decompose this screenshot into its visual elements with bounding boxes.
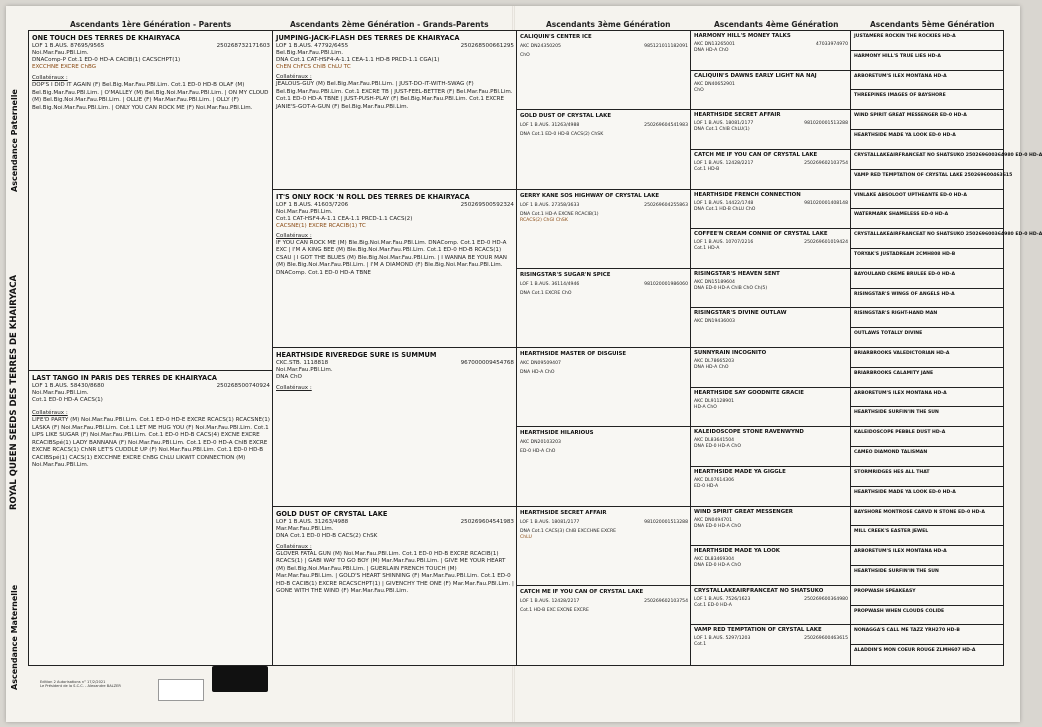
gen3-reg: LOF 1 B.AUS. 36114/4946 bbox=[520, 281, 580, 287]
gen4-titles: DNA ED-0 HD-A ChIB ChO Ch(5) bbox=[694, 285, 768, 291]
gen3-titles-2 bbox=[517, 454, 691, 455]
gen4-titles bbox=[691, 324, 851, 325]
gen2-reg: LOF 1 B.AUS. 47792/6455 bbox=[276, 43, 349, 49]
gen2-reg-row bbox=[273, 359, 517, 366]
gen5-name: RISINGSTAR'S WINGS OF ANGELS HD-A bbox=[854, 291, 955, 297]
gen4-titles: Cot.1 bbox=[694, 642, 707, 648]
gen3-reg: AKC DN09509407 bbox=[520, 361, 561, 366]
gen5-box bbox=[850, 149, 1042, 171]
gen3-reg: LOF 1 B.AUS. 27358/3633 bbox=[520, 202, 580, 208]
gen5-box bbox=[850, 169, 1013, 191]
gen4-box bbox=[690, 387, 852, 429]
gen2-reg-row bbox=[273, 201, 517, 208]
gen4-name: VAMP RED TEMPTATION OF CRYSTAL LAKE bbox=[694, 627, 822, 634]
gen3-titles: DNA Cot.1 EXCRE ChO bbox=[520, 290, 572, 296]
gen4-reg: AKC DN19436003 bbox=[694, 319, 735, 325]
gen3-titles: DNA Cot.1 CACS(3) ChIB EXCCHNE EXCRE bbox=[520, 528, 617, 534]
gen2-coll-title-wrap bbox=[273, 384, 517, 391]
gen3-titles-2 bbox=[517, 296, 691, 297]
gen2-box bbox=[272, 506, 518, 667]
gen3-name: HEARTHSIDE HILARIOUS bbox=[520, 430, 594, 437]
gen3-box bbox=[516, 109, 692, 190]
gen5-name: BRIARBROOKS VALEDICTORIAN HD-A bbox=[854, 351, 950, 356]
gen4-reg: AKC DL78665203 bbox=[694, 359, 735, 364]
gen1-sire-coll-title: Collatéraux : bbox=[32, 75, 68, 81]
gen1-sire-chip: 250268732171603 bbox=[216, 43, 270, 49]
gen1-sire-color: Noi.Mar.Fau.PBl.Lim. bbox=[32, 50, 89, 56]
scc-logo bbox=[212, 666, 268, 692]
gen5-box bbox=[850, 486, 1004, 508]
gen3-reg-row bbox=[517, 202, 691, 208]
side-label-maternal: Ascendance Maternelle bbox=[10, 584, 19, 690]
gen2-reg-row bbox=[273, 518, 517, 525]
gen2-coll-title-wrap bbox=[273, 543, 517, 550]
gen4-reg: LOF 1 B.AUS. 12428/2217 bbox=[694, 160, 754, 166]
gen1-dam-chip: 250268500740924 bbox=[216, 383, 270, 389]
gen1-sire-reg-row bbox=[29, 42, 273, 49]
gen3-titles-2: RCACS(2) ChGI ChSK bbox=[520, 217, 568, 223]
gen5-box bbox=[850, 30, 1004, 52]
gen2-coll-title: Collatéraux : bbox=[276, 385, 312, 391]
gen2-name: JUMPING-JACK-FLASH DES TERRES DE KHAIRYACA bbox=[276, 34, 460, 42]
gen4-reg: LOF 1 B.AUS. 7526/1623 bbox=[694, 596, 751, 602]
gen3-chip: 250269604255863 bbox=[644, 202, 688, 208]
gen1-sire-box bbox=[28, 30, 274, 372]
gen4-name: RISINGSTAR'S DIVINE OUTLAW bbox=[694, 310, 787, 317]
gen4-name: HEARTHSIDE SAY GOODNITE GRACIE bbox=[694, 389, 804, 396]
gen3-chip: 250269604541983 bbox=[644, 123, 688, 129]
gen3-name: GOLD DUST OF CRYSTAL LAKE bbox=[520, 113, 612, 120]
gen4-reg: LOF 1 B.AUS. 14422/1748 bbox=[694, 200, 754, 206]
gen4-chip: 250269602103754 bbox=[804, 160, 848, 166]
gen2-titles: DNA ChO bbox=[276, 374, 302, 380]
gen2-titles-2: ChEN ChFCS ChIB ChLU TC bbox=[276, 64, 351, 70]
gen5-name: ARBORETUM'S ILEX MONTANA HD-A bbox=[854, 390, 947, 396]
gen5-name: JUSTAMERE ROCKIN THE ROCKIES HD-A bbox=[854, 34, 956, 39]
gen2-titles-2 bbox=[273, 539, 517, 540]
gen3-titles: DNA Cot.1 HD-A EXCNE RCACIB(1) bbox=[520, 211, 599, 217]
gen4-titles: Cot.1 HD-A bbox=[694, 246, 720, 252]
gen3-name: RISINGSTAR'S SUGAR'N SPICE bbox=[520, 271, 611, 278]
gen4-box bbox=[690, 189, 852, 231]
gen5-name: WATERMARK SHAMELESS ED-0 HD-A bbox=[854, 212, 949, 218]
gen5-box bbox=[850, 268, 1004, 290]
gen2-box bbox=[272, 347, 518, 508]
gen5-name: BAYSHORE MONTROSE CARVD N STONE ED-0 HD-A bbox=[854, 509, 985, 515]
gen5-name: WIND SPIRIT GREAT MESSENGER ED-0 HD-A bbox=[854, 113, 967, 119]
gen5-name: STORMRIDGES HES ALL THAT bbox=[854, 469, 930, 475]
gen4-titles: Cot.1 HD-B bbox=[694, 166, 720, 172]
gen1-sire-name: ONE TOUCH DES TERRES DE KHAIRYACA bbox=[32, 34, 181, 42]
gen5-name: HEARTHSIDE SURFIN'IN THE SUN bbox=[854, 410, 939, 416]
gen3-reg: AKC DN24350205 bbox=[520, 44, 561, 49]
gen4-chip: 250269600364980 bbox=[804, 596, 848, 602]
gen2-collaterals: JEALOUS-GUY (M) Bel.Big.Mar.Fau.PBl.Lim. | JUST-DO-IT-WITH-SWAG (F) Bel.Big.Mar.Fau.PBl.Lim. Cot.1 EXCRE TB | JUST-FEEL-BETTER (F) Bel.Mar.Fau.PBl.Lim. Cot.1 ED-0 HD-A TBNE | JUST-PUSH-PLAY (F) Bel.Big.Mar.Fau.PBl.Lim. Cot.1 EXCRE JANIE'S-GOT-A-GUN (F) Bel.Big.Mar.Fau.PBl.Lim. bbox=[276, 81, 513, 110]
gen5-box bbox=[850, 585, 1004, 607]
header-gen5: Ascendants 5ème Génération bbox=[870, 20, 995, 29]
gen5-box bbox=[850, 565, 1004, 587]
gen2-box bbox=[272, 189, 518, 350]
gen5-box bbox=[850, 446, 1004, 468]
gen5-name: VINLAKE ABSOLOOT UPTHEANTE ED-0 HD-A bbox=[854, 192, 967, 198]
gen4-name: HEARTHSIDE SECRET AFFAIR bbox=[694, 112, 781, 119]
gen2-name: GOLD DUST OF CRYSTAL LAKE bbox=[276, 509, 388, 518]
gen5-name: ALADDIN'S MON COEUR ROUGE ZLMH607 HD-A bbox=[854, 648, 976, 654]
gen3-reg-row bbox=[517, 360, 691, 366]
gen3-reg-row bbox=[517, 439, 691, 445]
gen3-reg-row bbox=[517, 43, 691, 49]
gen5-box bbox=[850, 327, 1004, 349]
gen5-box bbox=[850, 129, 1004, 151]
gen5-name: KALEIDOSCOPE PEBBLE DUST HD-A bbox=[854, 430, 946, 436]
gen5-box bbox=[850, 387, 1004, 409]
gen4-reg: AKC DN40652901 bbox=[694, 81, 735, 87]
gen4-box bbox=[690, 585, 852, 627]
gen4-name: HARMONY HILL'S MONEY TALKS bbox=[694, 33, 791, 39]
gen5-name: HEARTHSIDE MADE YA LOOK ED-0 HD-A bbox=[854, 133, 956, 139]
gen3-box bbox=[516, 585, 692, 666]
gen5-name: OUTLAWS TOTALLY DIVINE bbox=[854, 331, 923, 337]
gen4-name: CALIQUIN'S DAWNS EARLY LIGHT NA NAJ bbox=[694, 72, 817, 79]
gen5-name: PROPWASH WHEN CLOUDS COLIDE bbox=[854, 608, 945, 614]
gen1-dam-reg: LOF 1 B.AUS. 58430/8680 bbox=[32, 383, 105, 389]
pedigree-sheet bbox=[6, 6, 1042, 722]
gen5-name: CRYSTALLAKEAIRFRANCEAT NO SHATSUKO 250269600364980 ED-0 HD-A bbox=[854, 232, 1042, 238]
gen3-titles-2 bbox=[517, 375, 691, 376]
gen4-name: WIND SPIRIT GREAT MESSENGER bbox=[694, 508, 793, 515]
gen4-reg: AKC DN15189604 bbox=[694, 279, 735, 285]
gen2-name: IT'S ONLY ROCK 'N ROLL DES TERRES DE KHAIRYACA bbox=[276, 192, 470, 201]
gen5-name: HEARTHSIDE SURFIN'IN THE SUN bbox=[854, 568, 939, 574]
header-gen4: Ascendants 4ème Génération bbox=[714, 20, 839, 29]
gen4-box bbox=[690, 545, 852, 587]
gen4-titles: DNA HD-A ChO bbox=[694, 365, 729, 370]
gen4-box bbox=[690, 624, 852, 666]
gen3-titles: ChO bbox=[520, 53, 530, 58]
gen2-collaterals bbox=[273, 391, 517, 392]
gen5-box bbox=[850, 89, 1004, 111]
gen4-titles: ChO bbox=[694, 87, 704, 93]
gen3-name: CATCH ME IF YOU CAN OF CRYSTAL LAKE bbox=[520, 588, 644, 595]
gen5-box bbox=[850, 50, 1004, 72]
gen3-titles-2 bbox=[517, 58, 691, 59]
gen1-dam-titles: Cot.1 ED-0 HD-A CACS(1) bbox=[32, 397, 103, 403]
gen3-chip: 981020001513288 bbox=[644, 519, 688, 525]
gen2-coll-title-wrap bbox=[273, 232, 517, 239]
gen2-coll-title-wrap bbox=[273, 73, 517, 80]
gen2-color: Noi.Mar.Fau.PBl.Lim. bbox=[276, 208, 333, 215]
gen5-box bbox=[850, 545, 1004, 567]
gen4-chip: 47033974970 bbox=[815, 42, 848, 47]
gen1-dam-reg-row bbox=[29, 382, 273, 389]
gen1-sire-collaterals: DOP'S I DID IT AGAIN (F) Bel.Big.Mar.Fau.PBl.Lim. Cot.1 ED-0 HD-B OLAF (M) Bel.Big.Mar.Fau.PBl.Lim. | O'MALLEY (M) Bel.Big.Noi.Mar.Fau.PBl.Lim. | ON MY CLOUD (M) Bel.Big.Noi.Mar.Fau.PBl.Lim. | OLLIE (F) Mar.Mar.Fau.PBl.Lim. | OLLY (F) Bel.Big.Noi.Mar.Fau.PBl.Lim. | ONLY YOU CAN ROCK ME (F) Noi.Mar.Fau.PBl.Lim. bbox=[32, 82, 269, 111]
gen5-name: ARBORETUM'S ILEX MONTANA HD-A bbox=[854, 73, 947, 79]
gen3-titles: Cot.1 HD-B EXC EXCNE EXCRE bbox=[520, 607, 589, 613]
gen3-box bbox=[516, 189, 692, 270]
gen3-titles-2 bbox=[517, 613, 691, 614]
gen3-reg: AKC DN20103203 bbox=[520, 440, 561, 446]
gen4-titles: DNA ED-0 HD-A ChO bbox=[694, 444, 741, 450]
gen4-reg: LOF 1 B.AUS. 10707/2216 bbox=[694, 240, 754, 246]
gen5-box bbox=[850, 367, 1004, 389]
gen5-name: HARMONY HILL'S TRUE LIES HD-A bbox=[854, 53, 941, 59]
gen5-box bbox=[850, 189, 1004, 211]
gen4-name: CATCH ME IF YOU CAN OF CRYSTAL LAKE bbox=[694, 151, 818, 158]
gen3-name: HEARTHSIDE MASTER OF DISGUISE bbox=[520, 351, 627, 357]
signature-image bbox=[158, 679, 204, 701]
gen2-titles-2 bbox=[273, 380, 517, 381]
gen3-titles: DNA Cot.1 ED-0 HD-B CACS(2) ChSK bbox=[520, 132, 604, 138]
gen2-chip: 250269500592324 bbox=[460, 201, 514, 208]
gen3-reg-row bbox=[517, 598, 691, 604]
gen4-box bbox=[690, 30, 852, 72]
gen4-box bbox=[690, 70, 852, 112]
gen3-name: CALIQUIN'S CENTER ICE bbox=[520, 34, 592, 40]
gen5-box bbox=[850, 228, 1042, 250]
gen4-titles: HD-A ChO bbox=[694, 404, 717, 410]
gen3-reg-row bbox=[517, 519, 691, 525]
gen5-box bbox=[850, 624, 1004, 646]
gen4-titles: DNA Cot.1 HD-B ChLU ChO bbox=[694, 206, 756, 212]
gen2-titles: Cot.1 CAT-HSF4-A-1.1 CEA-1.1 PRCD-1.1 CACS(2) bbox=[276, 215, 413, 222]
gen2-chip: 250269604541983 bbox=[460, 518, 514, 525]
gen3-chip: 250269602103754 bbox=[644, 598, 688, 604]
gen2-reg: LOF 1 B.AUS. 31263/4988 bbox=[276, 518, 349, 525]
gen4-name: CRYSTALLAKEAIRFRANCEAT NO SHATSUKO bbox=[694, 587, 824, 594]
gen5-name: TORYAK'S JUSTADREAM 2CMH808 HD-B bbox=[854, 251, 956, 257]
gen4-chip: 981020001408148 bbox=[804, 200, 848, 206]
gen2-titles: DNA Cot.1 ED-0 HD-B CACS(2) ChSK bbox=[276, 532, 378, 539]
gen5-box bbox=[850, 208, 1004, 230]
gen4-reg: AKC DL83469304 bbox=[694, 557, 735, 563]
gen3-name: HEARTHSIDE SECRET AFFAIR bbox=[520, 509, 607, 516]
gen2-titles-2: CACSNE(1) EXCRE RCACIB(1) TC bbox=[276, 222, 366, 229]
gen4-reg: AKC DN0494701 bbox=[694, 517, 733, 523]
gen2-color: Noi.Mar.Fau.PBl.Lim. bbox=[276, 367, 333, 373]
gen2-coll-title: Collatéraux : bbox=[276, 74, 312, 80]
gen4-titles: Cot.1 ED-0 HD-A bbox=[694, 602, 732, 608]
gen3-box bbox=[516, 347, 692, 428]
gen4-box bbox=[690, 426, 852, 468]
gen4-reg: AKC DN13265001 bbox=[694, 42, 735, 47]
gen4-reg: AKC DL83641504 bbox=[694, 438, 735, 444]
footer-edition: Edition 2 Autorisations n° 17/2/2021 bbox=[40, 680, 106, 684]
gen2-reg: CKC.STB. 1118818 bbox=[276, 360, 329, 366]
gen4-titles: ED-0 HD-A bbox=[694, 483, 719, 489]
gen5-box bbox=[850, 248, 1004, 270]
gen2-coll-title: Collatéraux : bbox=[276, 232, 312, 239]
gen5-box bbox=[850, 307, 1004, 329]
gen5-name: BAYOULAND CREME BRULEE ED-0 HD-A bbox=[854, 271, 956, 277]
gen2-collaterals: IF YOU CAN ROCK ME (M) Ble.Big.Noi.Mar.Fau.PBl.Lim. DNAComp. Cot.1 ED-0 HD-A EXC | I'M A KING BEE (M) Ble.Big.Noi.Mar.Fau.PBl.Lim. Cot.1 ED-0 HD-B RCACS(1) CSAU | I GOT THE BLUES (M) Ble.Big.Noi.Mar.Fau.PBl.Lim. | I WANNA BE YOUR MAN (M) Ble.Big.Noi.Mar.Fau.PBl.Lim. | I'M A DIAMOND (F) Ble.Big.Noi.Mar.Fau.PBl.Lim. DNAComp. Cot.1 ED-0 HD-A TBNE bbox=[276, 239, 507, 276]
gen2-reg: LOF 1 B.AUS. 41603/7206 bbox=[276, 201, 349, 208]
footer-president: Le Président de la S.C.C. - Alexandre BALZER bbox=[40, 684, 121, 688]
gen4-titles: DNA Cot.1 ChIB ChLU(1) bbox=[694, 127, 750, 133]
gen4-box bbox=[690, 466, 852, 508]
gen5-box bbox=[850, 109, 1004, 131]
gen2-box bbox=[272, 30, 518, 191]
gen5-name: MILL CREEK'S EASTER JEWEL bbox=[854, 529, 929, 535]
gen5-box bbox=[850, 70, 1004, 92]
gen4-box bbox=[690, 347, 852, 389]
gen1-sire-reg: LOF 1 B.AUS. 87695/9565 bbox=[32, 43, 105, 49]
gen4-box bbox=[690, 149, 852, 191]
gen3-box bbox=[516, 268, 692, 349]
gen5-name: NONAGGA'S CALL ME TAZZ YRH270 HD-B bbox=[854, 628, 960, 634]
gen5-box bbox=[850, 288, 1004, 310]
gen3-chip: 981020001986060 bbox=[644, 281, 688, 287]
gen5-name: HEARTHSIDE MADE YA LOOK ED-0 HD-A bbox=[854, 489, 956, 495]
gen2-collaterals: GLOVER FATAL GUN (M) Noi.Mar.Fau.PBl.Lim. Cot.1 ED-0 HD-B EXCRE RCACIB(1) RCACS(1) | GABI WAY TO GO BOY (M) Mar.Mar.Fau.PBl.Lim. | GIVE ME YOUR HEART (M) Bel.Big.Noi.Mar.Fau.PBl.Lim. | GUERLAIN FRENCH TOUCH (M) Mar.Mar.Fau.PBl.Lim. | GOLD'S HEART SHINNING (F) Mar.Mar.Fau.PBl.Lim. Cot.1 ED-0 HD-B CACIB(1) EXCRE RCACSCHPT(1) | GIVENCHY THE ONE (F) Mar.Mar.Fau.PBl.Lim. | GONE WITH THE WIND (F) Mar.Mar.Fau.PBl.Lim. bbox=[276, 550, 514, 595]
gen3-box bbox=[516, 30, 692, 111]
gen1-dam-box bbox=[28, 370, 274, 666]
gen4-titles: DNA HD-A ChO bbox=[694, 48, 729, 53]
gen2-reg-row bbox=[273, 42, 517, 49]
gen1-dam-collaterals: LIFE'D PARTY (M) Noi.Mar.Fau.PBl.Lim. Cot.1 ED-0 HD-E EXCRE RCACS(1) RCACSNE(1) LASKA (F) Noi.Mar.Fau.PBl.Lim. Cot.1 LET ME HUG YOU (F) Noi.Mar.Fau.PBl.Lim. Cot.1 LIPS LIKE SUGAR (F) Noi.Mar.Fau.PBl.Lim. Cot.1 ED-0 HD-B CACS(4) EXCNE EXCRE RCACIBSpé(1) LADY BANNANA (F) Noi.Mar.Fau.PBl.Lim. Cot.1 ED-0 HD-A ChIB EXCRE EXCNE RCACS(1) ChNR LET'S CUDDLE UP (F) Noi.Mar.Fau.PBl.Lim. Cot.1 ED-0 HD-B CACIBSpé(1) CACS(1) EXCCHNE EXCRE ChBG ChLU LIKWIT CONNECTION (M) Noi.Mar.Fau.PBl.Lim. bbox=[32, 417, 270, 469]
gen3-reg: LOF 1 B.AUS. 31263/4988 bbox=[520, 123, 580, 129]
gen5-name: RISINGSTAR'S RIGHT-HAND MAN bbox=[854, 311, 938, 317]
gen5-box bbox=[850, 347, 1004, 369]
gen2-titles: DNA Cot.1 CAT-HSF4-A-1.1 CEA-1.1 HD-B PRCD-1.1 CGA(1) bbox=[276, 57, 440, 63]
gen3-reg: LOF 1 B.AUS. 12428/2217 bbox=[520, 598, 580, 604]
gen5-box bbox=[850, 406, 1004, 428]
gen1-dam-coll-title: Collatéraux : bbox=[32, 410, 68, 416]
gen5-name: ARBORETUM'S ILEX MONTANA HD-A bbox=[854, 549, 947, 555]
gen3-reg: LOF 1 B.AUS. 18081/2177 bbox=[520, 519, 580, 525]
gen5-name: CAMEO DIAMOND TALISMAN bbox=[854, 450, 928, 456]
gen4-box bbox=[690, 228, 852, 270]
gen4-reg: LOF 1 B.AUS. 5297/1203 bbox=[694, 636, 751, 642]
header-gen2: Ascendants 2ème Génération - Grands-Parents bbox=[290, 20, 489, 29]
gen3-name: GERRY KANE SOS HIGHWAY OF CRYSTAL LAKE bbox=[520, 192, 660, 199]
footer-text bbox=[40, 680, 121, 688]
gen4-box bbox=[690, 268, 852, 310]
gen3-box bbox=[516, 506, 692, 587]
gen1-sire-titles-2: EXCCHNE EXCRE ChBG bbox=[32, 64, 97, 70]
gen4-chip: 250269601019424 bbox=[804, 240, 848, 246]
header-gen3: Ascendants 3ème Génération bbox=[546, 20, 671, 29]
gen3-reg-row bbox=[517, 281, 691, 287]
gen5-name: VAMP RED TEMPTATION OF CRYSTAL LAKE 250269600463615 bbox=[854, 172, 1013, 178]
gen1-dam-name: LAST TANGO IN PARIS DES TERRES DE KHAIRYACA bbox=[32, 374, 218, 382]
gen3-titles: DNA HD-A ChO bbox=[520, 370, 555, 375]
gen4-box bbox=[690, 506, 852, 548]
gen4-chip: 981020001513288 bbox=[804, 121, 848, 127]
side-label-dog-name: ROYAL QUEEN SEEDS DES TERRES DE KHAIRYACA bbox=[9, 274, 19, 510]
gen4-reg: LOF 1 B.AUS. 18081/2177 bbox=[694, 121, 754, 127]
gen5-box bbox=[850, 466, 1004, 488]
gen4-name: HEARTHSIDE MADE YA LOOK bbox=[694, 548, 780, 555]
gen3-chip: 985121011182091 bbox=[644, 44, 688, 49]
gen5-box bbox=[850, 506, 1004, 528]
gen5-name: PROPWASH SPEAKEASY bbox=[854, 588, 916, 594]
gen1-dam-color: Noi.Mar.Fau.PBl.Lim. bbox=[32, 390, 89, 396]
header-gen1: Ascendants 1ère Génération - Parents bbox=[70, 20, 232, 29]
gen4-name: SUNNYRAIN INCOGNITO bbox=[694, 350, 767, 356]
gen4-name: COFFEE'N CREAM CONNIE OF CRYSTAL LAKE bbox=[694, 231, 828, 238]
gen2-chip: 967000009454768 bbox=[460, 360, 514, 366]
gen3-reg-row bbox=[517, 122, 691, 128]
gen4-reg: AKC DL91128901 bbox=[694, 398, 735, 404]
gen2-chip: 250268500661295 bbox=[460, 43, 514, 49]
gen5-name: THREEPINES IMAGES OF BAYSHORE bbox=[854, 93, 946, 99]
gen2-color: Mar.Mar.Fau.PBl.Lim. bbox=[276, 525, 334, 532]
gen3-titles-2: ChLU bbox=[520, 534, 532, 540]
gen5-box bbox=[850, 605, 1004, 627]
gen4-name: HEARTHSIDE FRENCH CONNECTION bbox=[694, 191, 801, 198]
gen2-name: HEARTHSIDE RIVEREDGE SURE IS SUMMUM bbox=[276, 351, 437, 359]
gen3-titles-2 bbox=[517, 137, 691, 138]
gen4-box bbox=[690, 109, 852, 151]
gen3-titles: ED-0 HD-A ChO bbox=[520, 449, 556, 455]
gen4-titles: DNA ED-0 HD-A ChO bbox=[694, 563, 741, 569]
gen4-chip: 250269600463615 bbox=[804, 636, 848, 642]
gen5-box bbox=[850, 426, 1004, 448]
gen2-coll-title: Collatéraux : bbox=[276, 543, 312, 550]
gen5-name: CRYSTALLAKEAIRFRANCEAT NO SHATSUKO 250269600364980 ED-0 HD-A bbox=[854, 152, 1042, 158]
gen4-titles: DNA ED-0 HD-A ChO bbox=[694, 523, 741, 529]
gen4-box bbox=[690, 307, 852, 349]
side-label-paternal: Ascendance Paternelle bbox=[10, 89, 19, 192]
gen5-name: BRIARBROOKS CALAMITY JANE bbox=[854, 370, 934, 376]
gen4-reg: AKC DL07614306 bbox=[694, 477, 735, 483]
gen5-box bbox=[850, 644, 1004, 666]
gen1-sire-titles: DNAComp-P Cot.1 ED-0 HD-A CACIB(1) CACSCHPT(1) bbox=[32, 57, 181, 63]
gen3-box bbox=[516, 426, 692, 507]
gen2-color: Bel.Big.Mar.Fau.PBl.Lim. bbox=[276, 50, 344, 56]
gen4-name: HEARTHSIDE MADE YA GIGGLE bbox=[694, 468, 786, 475]
gen4-name: KALEIDOSCOPE STONE RAVENWYND bbox=[694, 429, 804, 436]
gen4-name: RISINGSTAR'S HEAVEN SENT bbox=[694, 270, 780, 277]
gen5-box bbox=[850, 525, 1004, 547]
